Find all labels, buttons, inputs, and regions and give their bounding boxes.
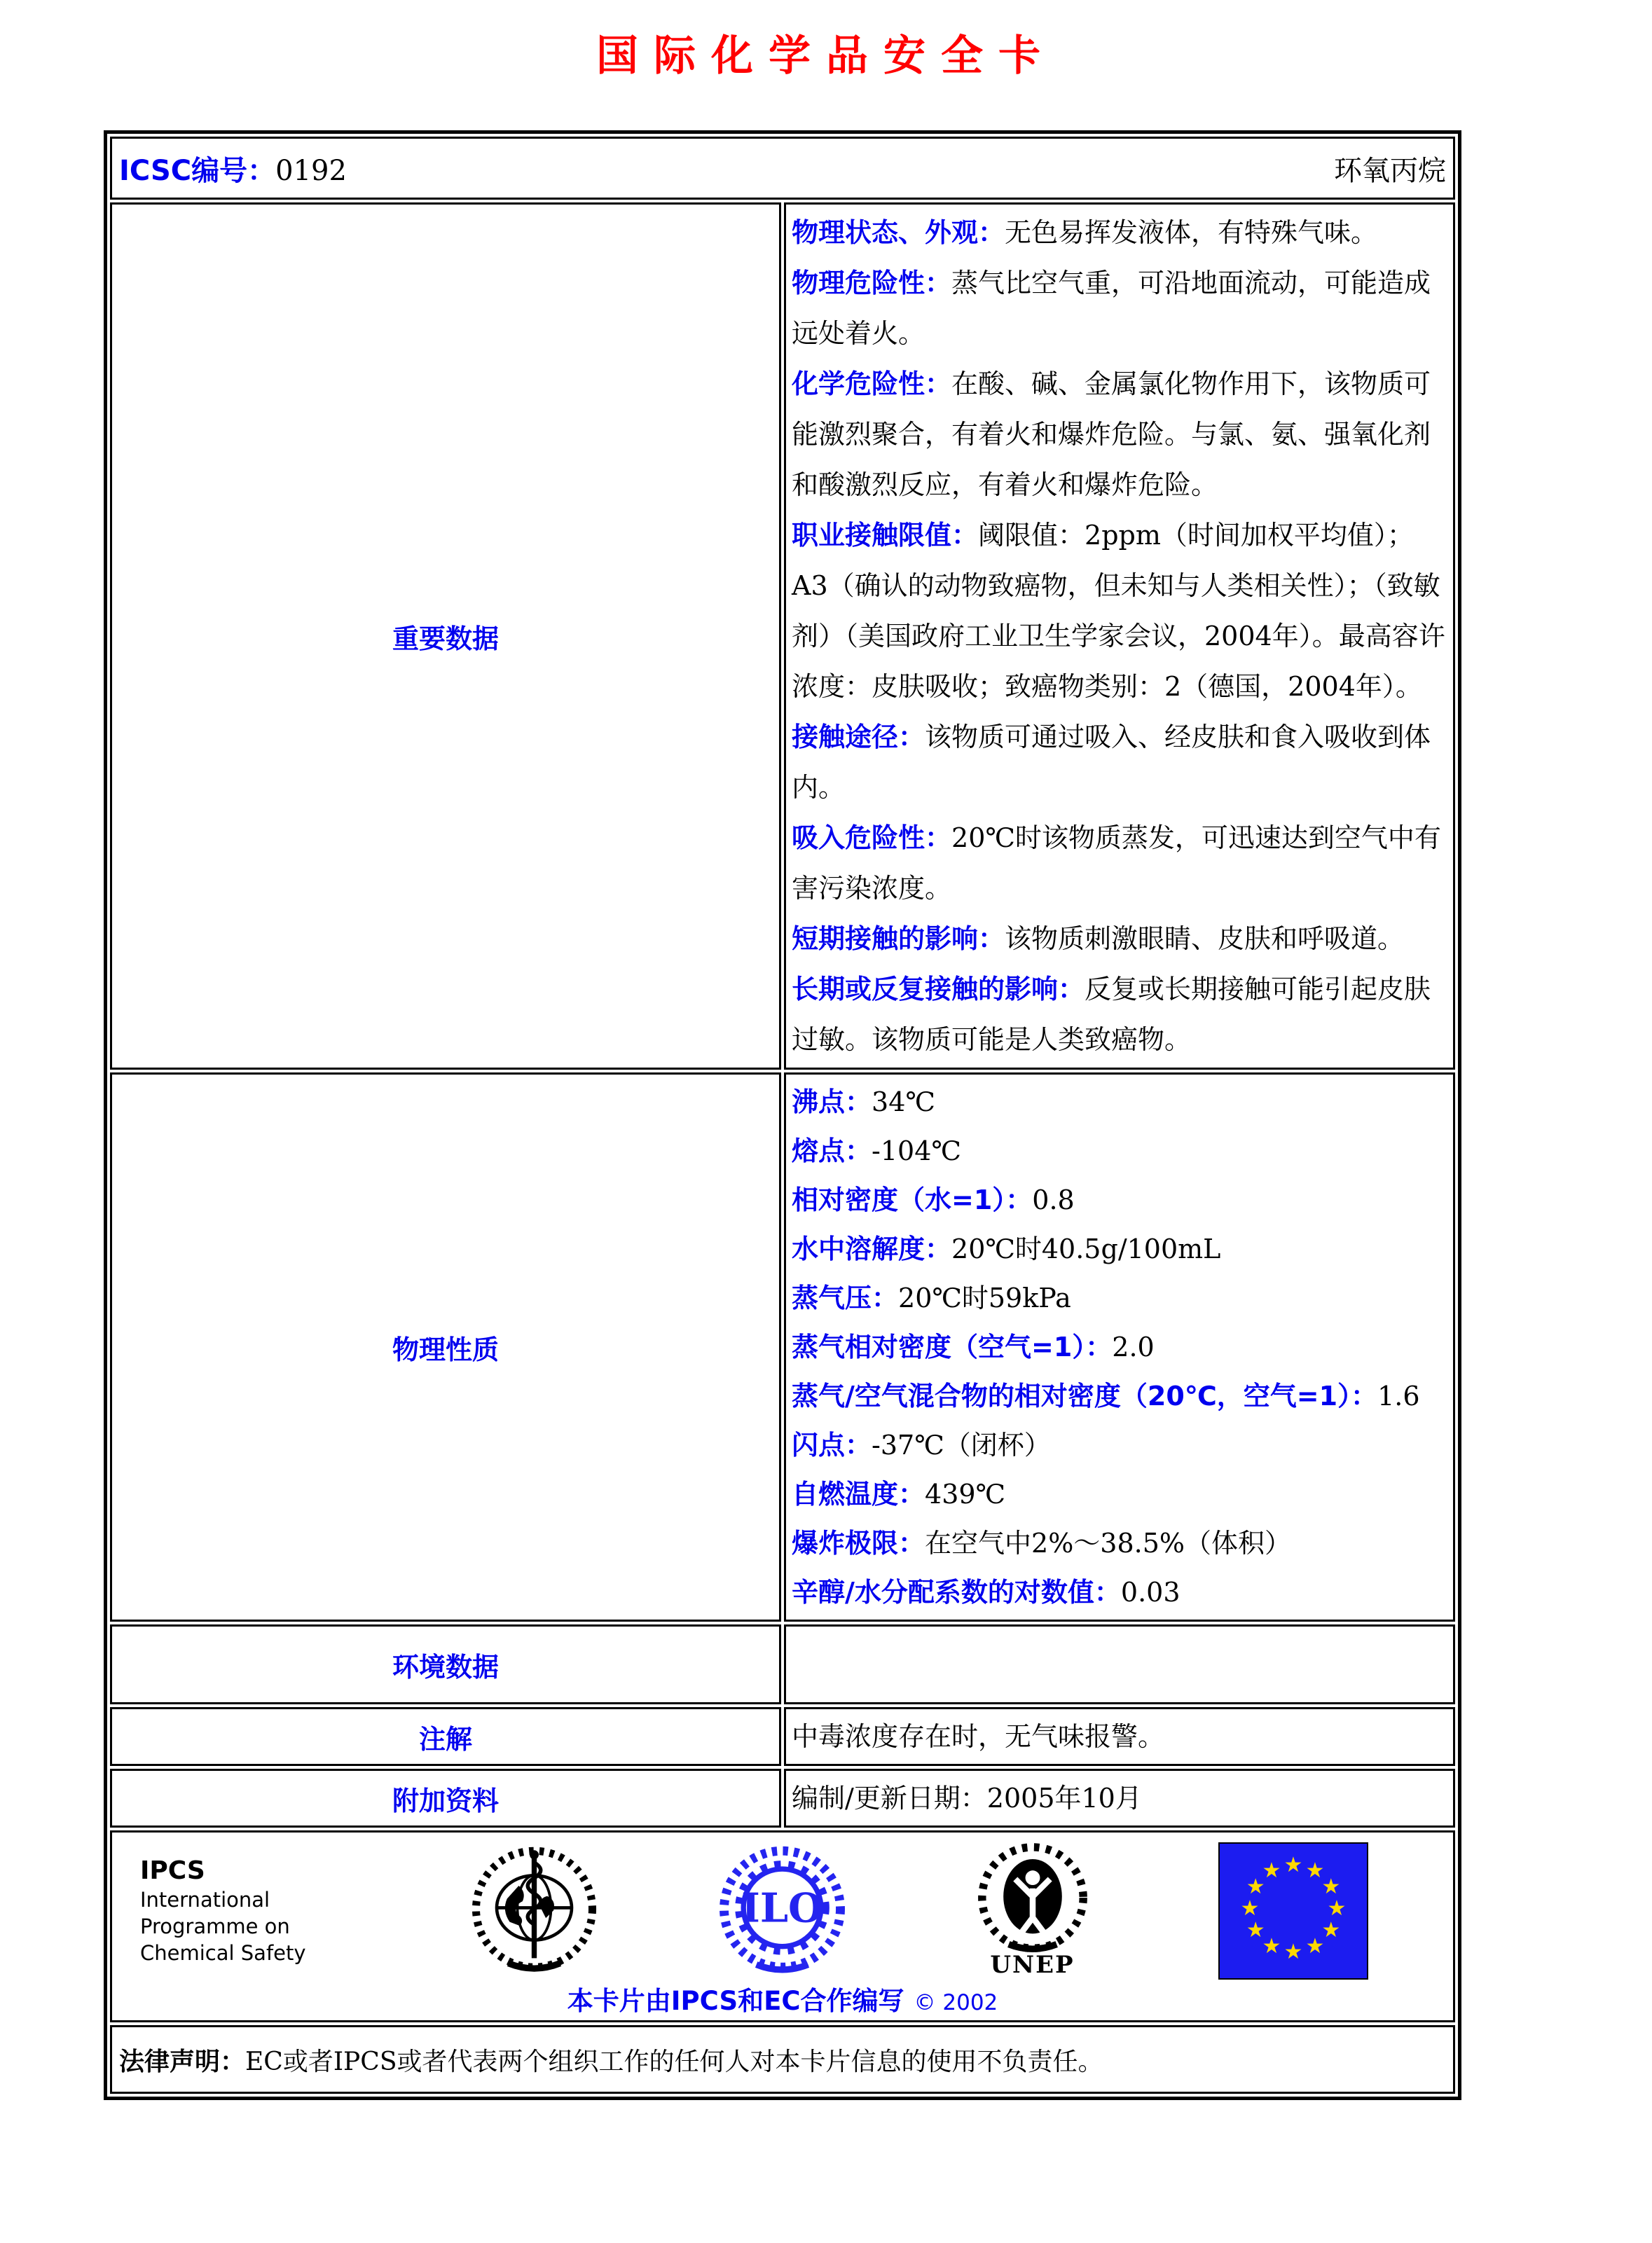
ipcs-acronym: IPCS <box>140 1856 205 1885</box>
property-line: 爆炸极限：在空气中2%～38.5%（体积） <box>792 1528 1292 1559</box>
svg-text:★: ★ <box>1305 1858 1325 1884</box>
icsc-card-table <box>104 130 1461 2100</box>
svg-text:★: ★ <box>1283 1853 1303 1877</box>
legal-text: EC或者IPCS或者代表两个组织工作的任何人对本卡片信息的使用不负责任。 <box>245 2047 1103 2076</box>
data-line: 接触途径：该物质可通过吸入、经皮肤和食入吸收到体内。 <box>792 722 1431 803</box>
property-line: 辛醇/水分配系数的对数值：0.03 <box>792 1577 1181 1608</box>
property-line: 水中溶解度：20℃时40.5g/100mL <box>792 1234 1221 1264</box>
ilo-emblem-icon <box>717 1844 847 1978</box>
chemical-name: 环氧丙烷 <box>1334 154 1446 187</box>
data-line: 短期接触的影响：该物质刺激眼睛、皮肤和呼吸道。 <box>792 923 1405 954</box>
important-data-content <box>784 202 1455 1070</box>
data-line: 化学危险性：在酸、碱、金属氯化物作用下，该物质可能激烈聚合，有着火和爆炸危险。与氯、氨、强氧化剂和酸激烈反应，有着火和爆炸危险。 <box>792 368 1431 500</box>
logos-row <box>110 1830 1455 2022</box>
who-emblem-icon <box>469 1844 599 1978</box>
additional-info-row <box>110 1769 1455 1828</box>
property-line: 蒸气/空气混合物的相对密度（20℃，空气=1）：1.6 <box>792 1381 1420 1412</box>
property-line: 相对密度（水=1）：0.8 <box>792 1185 1075 1215</box>
unep-caption: UNEP <box>990 1951 1075 1979</box>
section-label-additional-info: 附加资料 <box>110 1769 781 1828</box>
header-row <box>110 137 1455 200</box>
data-line: 物理危险性：蒸气比空气重，可沿地面流动，可能造成远处着火。 <box>792 268 1431 349</box>
property-line: 蒸气压：20℃时59kPa <box>792 1283 1071 1313</box>
svg-text:★: ★ <box>1321 1875 1341 1899</box>
notes-row <box>110 1707 1455 1766</box>
copyright: © 2002 <box>914 1990 998 2015</box>
notes-content: 中毒浓度存在时，无气味报警。 <box>784 1707 1455 1766</box>
data-line: 吸入危险性：20℃时该物质蒸发，可迅速达到空气中有害污染浓度。 <box>792 822 1441 904</box>
svg-text:★: ★ <box>1240 1896 1260 1921</box>
section-label-important-data: 重要数据 <box>110 202 781 1070</box>
section-label-notes: 注解 <box>110 1707 781 1766</box>
svg-text:★: ★ <box>1246 1918 1265 1942</box>
physical-properties-content <box>784 1072 1455 1622</box>
environmental-data-content <box>784 1624 1455 1704</box>
svg-text:★: ★ <box>1321 1918 1341 1942</box>
icsc-number-value: 0192 <box>275 154 347 187</box>
important-data-row <box>110 202 1455 1070</box>
property-line: 熔点：-104℃ <box>792 1136 961 1166</box>
icsc-number <box>119 149 347 188</box>
unep-block <box>966 1843 1099 1979</box>
property-line: 沸点：34℃ <box>792 1086 935 1117</box>
environmental-data-row <box>110 1624 1455 1704</box>
svg-text:★: ★ <box>1262 1858 1281 1884</box>
physical-properties-row <box>110 1072 1455 1622</box>
svg-text:★: ★ <box>1262 1933 1281 1959</box>
additional-info-content: 编制/更新日期：2005年10月 <box>784 1769 1455 1828</box>
data-line: 物理状态、外观：无色易挥发液体，有特殊气味。 <box>792 217 1378 248</box>
eu-flag-icon <box>1218 1842 1369 1980</box>
unep-emblem-icon <box>966 1843 1099 1955</box>
page-title: 国际化学品安全卡 <box>596 32 1056 81</box>
svg-text:★: ★ <box>1327 1896 1347 1921</box>
svg-text:★: ★ <box>1246 1875 1265 1899</box>
section-label-physical-properties: 物理性质 <box>110 1072 781 1622</box>
data-line: 职业接触限值：阈限值：2ppm（时间加权平均值）；A3（确认的动物致癌物，但未知与人类相关性）；（致敏剂）（美国政府工业卫生学家会议，2004年）。最高容许浓度：皮肤吸收；致癌物类别：2（德国，2004年）。 <box>792 520 1445 702</box>
property-line: 闪点：-37℃（闭杯） <box>792 1430 1051 1461</box>
legal-row <box>110 2025 1455 2094</box>
cooperation-caption: 本卡片由IPCS和EC合作编写 © 2002 <box>567 1986 998 2016</box>
data-line: 长期或反复接触的影响：反复或长期接触可能引起皮肤过敏。该物质可能是人类致癌物。 <box>792 974 1431 1055</box>
property-line: 蒸气相对密度（空气=1）：2.0 <box>792 1332 1155 1362</box>
icsc-number-label: ICSC编号： <box>119 154 276 187</box>
svg-text:★: ★ <box>1283 1940 1303 1964</box>
property-line: 自燃温度：439℃ <box>792 1479 1006 1510</box>
section-label-environmental-data: 环境数据 <box>110 1624 781 1704</box>
svg-text:★: ★ <box>1305 1933 1325 1959</box>
svg-text:ILO: ILO <box>741 1884 823 1932</box>
ipcs-text-block: IPCS International Programme on Chemical Safety <box>140 1856 350 1966</box>
legal-label: 法律声明： <box>119 2047 246 2076</box>
